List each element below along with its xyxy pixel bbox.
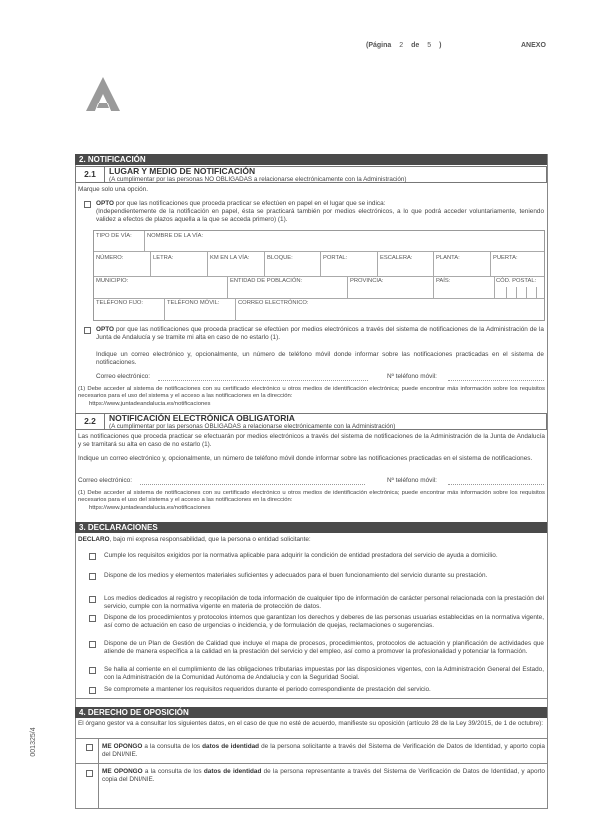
decl-2-text: Dispone de los medios y elementos materiales suficientes y adecuados para el buen funcionamiento del servicio durante su prestación.: [104, 572, 488, 579]
opt2-correo-input[interactable]: [158, 380, 368, 381]
opt1-checkbox[interactable]: [84, 201, 91, 208]
opt1-text: [96, 200, 544, 208]
pagina-label: (Página: [366, 42, 392, 49]
page-indicator: [366, 42, 447, 51]
telf-movil-field[interactable]: TELÉFONO MÓVIL:: [167, 300, 220, 306]
page-number: 2: [399, 42, 404, 49]
declaro-bold: DECLARO: [78, 536, 110, 543]
decl-5-text: Dispone de un Plan de Gestión de Calidad que incluye el mapa de procesos, procedimientos, protocolos de actuación y planificación de actividades que atiende de manera específica a la calidad en la prestación del servicio y del empleo, así como a promover la profesionalidad y potenciar la formación.: [104, 640, 544, 655]
decl-7-text: Se compromete a mantener los requisitos requeridos durante el periodo correspondiente de prestación del servicio.: [104, 686, 431, 693]
telf-fijo-field[interactable]: TELÉFONO FIJO:: [96, 300, 144, 306]
opt2-movil-label: Nº teléfono móvil:: [387, 373, 437, 380]
oponer-1-t1: a la consulta de los: [142, 743, 203, 750]
opt1-detail: (Independientemente de la notificación en papel, ésta se practicará también por medios electrónicos, a lo que podrá acceder voluntariamente, teniendo validez a efectos de plazos aquella a la que se acceda primero) (1).: [96, 208, 544, 223]
address-form: [93, 230, 545, 321]
opt2-checkbox[interactable]: [84, 327, 91, 334]
decl-5-checkbox[interactable]: [89, 641, 96, 648]
subsection-2-2-number: 2.2: [75, 413, 105, 430]
nombre-via-field[interactable]: NOMBRE DE LA VÍA:: [147, 233, 204, 239]
decl-7-checkbox[interactable]: [89, 687, 96, 694]
nota1-url[interactable]: https://www.juntadeandalucia.es/notificaciones: [89, 401, 211, 407]
marque-text: Marque solo una opción.: [78, 186, 148, 193]
s22-title: NOTIFICACIÓN ELECTRÓNICA OBLIGATORIA: [109, 413, 295, 423]
s22-subtitle: (A cumplimentar por las personas OBLIGADAS a relacionarse electrónicamente con la Administración): [109, 423, 396, 430]
opt2-rest: por que las notificaciones que proceda practicar se efectúen por medios electrónicos a través del sistema de notificaciones de la Administración de la Junta de Andalucía y se tramite mi alta en caso de no estarlo (1).: [96, 326, 544, 341]
declaro-text: [78, 536, 311, 544]
section-2-bar: 2. NOTIFICACIÓN: [75, 154, 547, 165]
nota2-url[interactable]: https://www.juntadeandalucia.es/notificaciones: [89, 505, 211, 511]
section-3-bar: 3. DECLARACIONES: [75, 522, 547, 533]
section-3-bottom-line: [75, 698, 548, 699]
decl-3-checkbox[interactable]: [89, 596, 96, 603]
opt1-bold: OPTO: [96, 200, 114, 207]
oponer-2-t1: a la consulta de los: [142, 768, 204, 775]
tipo-via-field[interactable]: TIPO DE VÍA:: [96, 233, 132, 239]
s22-correo-label: Correo electrónico:: [78, 477, 132, 484]
frame-right: [547, 154, 548, 808]
side-code: [30, 702, 40, 782]
s4-row2-top: [75, 763, 548, 764]
portal-field[interactable]: PORTAL:: [323, 255, 348, 261]
andalucia-a-logo: [85, 76, 121, 112]
opt2-bold: OPTO: [96, 326, 114, 333]
anexo-label: ANEXO: [521, 42, 546, 49]
s22-correo-input[interactable]: [140, 484, 365, 485]
subsection-2-1-number: 2.1: [75, 166, 105, 183]
s21-subtitle: (A cumplimentar por las personas NO OBLIGADAS a relacionarse electrónicamente con la Administración): [109, 176, 407, 183]
oponer-2-t2: de la persona representante a través del Sistema de Verificación de Datos de Identidad, y aporto copia del DNI/NIE.: [102, 768, 545, 783]
puerta-field[interactable]: PUERTA:: [493, 255, 518, 261]
oponer-2-b1: ME OPONGO: [102, 768, 143, 775]
subsection-2-2-title: [105, 413, 547, 430]
s4-bottom-line: [75, 808, 548, 809]
provincia-field[interactable]: PROVINCIA:: [350, 278, 384, 284]
s22-text: Las notificaciones que proceda practicar se efectuarán por medios electrónicos a través del sistema de notificaciones de la Administración de la Junta de Andalucía y se tramitará su alta en caso de no estarlo (1).: [78, 433, 545, 448]
opt2-indique: Indique un correo electrónico y, opcionalmente, un número de teléfono móvil donde informar sobre las notificaciones practicadas en el sistema de notificaciones.: [96, 351, 544, 366]
decl-1-text: Cumple los requisitos exigidos por la normativa aplicable para adquirir la condición de entidad prestadora del servicio de ayuda a domicilio.: [104, 552, 498, 559]
nota2: (1) Debe acceder al sistema de notificaciones con su certificado electrónico u otros medios de identificación electrónica; puede encontrar más información sobre los requisitos necesarios para el uso del sistema y el acceso a las notificaciones en la dirección:: [78, 490, 545, 504]
opt2-text: [96, 326, 544, 342]
decl-2-checkbox[interactable]: [89, 573, 96, 580]
municipio-field[interactable]: MUNICIPIO:: [96, 278, 129, 284]
declaro-rest: , bajo mi expresa responsabilidad, que la persona o entidad solicitante:: [109, 536, 311, 543]
oponer-1-b2: datos de identidad: [202, 743, 260, 750]
oponer-1-checkbox[interactable]: [86, 744, 93, 751]
s4-col-divider: [98, 738, 99, 808]
opt1-rest: por que las notificaciones que proceda practicar se efectúen en papel en el lugar que se indica:: [114, 200, 386, 207]
oponer-1-b1: ME OPONGO: [102, 743, 143, 750]
page-header: [0, 42, 600, 52]
nota1: (1) Debe acceder al sistema de notificaciones con su certificado electrónico u otros medios de identificación electrónica; puede encontrar más información sobre los requisitos necesarios para el uso del sistema y el acceso a las notificaciones en la dirección:: [78, 386, 545, 400]
oponer-1-text: [102, 743, 545, 759]
decl-6-text: Se halla al corriente en el cumplimiento de las obligaciones tributarias impuestas por las disposiciones vigentes, con la Administración General del Estado, con la Administración de la Comunidad Autónoma de Andalucía y con la Seguridad Social.: [104, 666, 544, 681]
planta-field[interactable]: PLANTA:: [436, 255, 460, 261]
opt2-correo-label: Correo electrónico:: [96, 373, 150, 380]
section-4-bar: 4. DERECHO DE OPOSICIÓN: [75, 707, 547, 718]
oponer-2-text: [102, 768, 545, 784]
decl-4-text: Dispone de los procedimientos y protocolos internos que garantizan los derechos y deberes de las personas usuarias establecidas en la normativa vigente, así como de actuación en caso de urgencias o incidencia, y de formulación de quejas, reclamaciones o sugerencias.: [104, 614, 544, 629]
letra-field[interactable]: LETRA:: [153, 255, 174, 261]
escalera-field[interactable]: ESCALERA:: [380, 255, 413, 261]
decl-6-checkbox[interactable]: [89, 667, 96, 674]
side-code-text: 001325/4: [30, 727, 37, 757]
bloque-field[interactable]: BLOQUE:: [267, 255, 293, 261]
pais-field[interactable]: PAÍS:: [436, 278, 451, 284]
decl-3-text: Los medios dedicados al registro y recopilación de toda información de cualquier tipo de información de carácter personal relacionada con la prestación del servicio, cumple con la normativa vigente en materia de protección de datos.: [104, 595, 544, 610]
s22-movil-input[interactable]: [448, 484, 544, 485]
s4-row1-top: [75, 738, 548, 739]
s22-movil-label: Nº teléfono móvil:: [387, 477, 437, 484]
oponer-2-b2: datos de identidad: [203, 768, 262, 775]
numero-field[interactable]: NÚMERO:: [96, 255, 124, 261]
close-paren: ): [439, 42, 442, 49]
s21-title: LUGAR Y MEDIO DE NOTIFICACIÓN: [109, 166, 256, 176]
correo-field[interactable]: CORREO ELECTRÓNICO:: [238, 300, 309, 306]
s4-intro: El órgano gestor va a consultar los siguientes datos, en el caso de que no esté de acuerdo, manifieste su oposición (artículo 28 de la Ley 39/2015, de 1 de octubre):: [78, 720, 544, 727]
subsection-2-1-title: [105, 166, 547, 183]
de-label: de: [411, 42, 420, 49]
km-field[interactable]: KM EN LA VÍA:: [210, 255, 250, 261]
s22-indique: Indique un correo electrónico y, opcionalmente, un número de teléfono móvil donde informar sobre las notificaciones practicadas en el sistema de notificaciones.: [78, 455, 533, 462]
opt2-movil-input[interactable]: [448, 380, 544, 381]
oponer-2-checkbox[interactable]: [86, 770, 93, 777]
decl-1-checkbox[interactable]: [89, 553, 96, 560]
entidad-field[interactable]: ENTIDAD DE POBLACIÓN:: [230, 278, 303, 284]
oponer-1-t2: de la persona solicitante a través del Sistema de Verificación de Datos de Identidad, y aporto copia del DNI/NIE.: [102, 743, 545, 758]
page-total: 5: [427, 42, 432, 49]
decl-4-checkbox[interactable]: [89, 615, 96, 622]
cp-field[interactable]: CÓD. POSTAL:: [496, 278, 537, 284]
